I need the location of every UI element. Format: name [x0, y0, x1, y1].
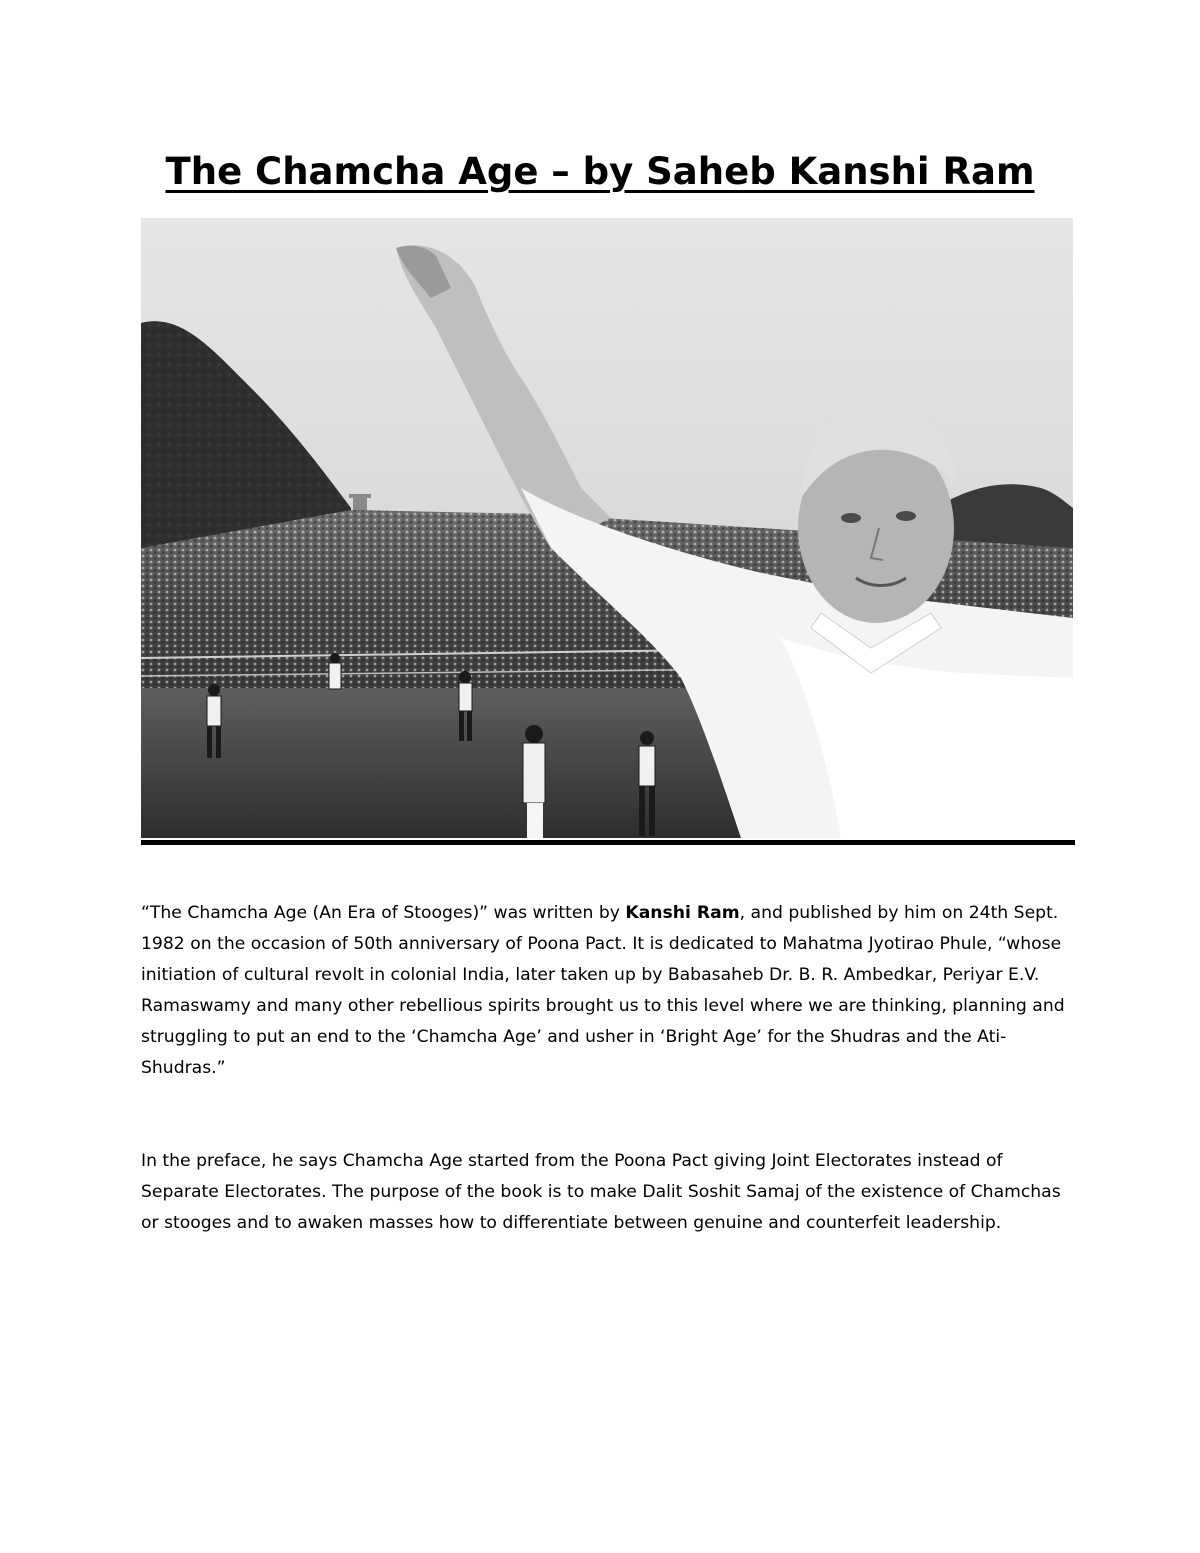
- author-name: Kanshi Ram: [625, 903, 740, 923]
- paragraph-intro-rest: , and published by him on 24th Sept. 1982 on the occasion of 50th anniversary of Poona Pact. It is dedicated to Mahatma Jyotirao Phule, “whose initiation of cultural revolt in colonial India, later taken up by Babasaheb Dr. B. R. Ambedkar, Periyar E.V. Ramaswamy and many other rebellious spirits brought us to this level where we are thinking, planning and struggling to put an end to the ‘Chamcha Age’ and usher in ‘Bright Age’ for the Shudras and the Ati-Shudras.”: [141, 903, 1065, 1078]
- paragraph-intro-lead: “The Chamcha Age (An Era of Stooges)” was written by: [141, 903, 626, 923]
- horizontal-rule: [141, 840, 1075, 845]
- paragraph-intro: [141, 898, 1071, 1084]
- page-title: The Chamcha Age – by Saheb Kanshi Ram: [165, 150, 1035, 193]
- rally-photo: [141, 218, 1073, 838]
- paragraph-preface: In the preface, he says Chamcha Age started from the Poona Pact giving Joint Electorates instead of Separate Electorates. The purpose of the book is to make Dalit Soshit Samaj of the existence of Chamchas or stooges and to awaken masses how to differentiate between genuine and counterfeit leadership.: [141, 1151, 1061, 1233]
